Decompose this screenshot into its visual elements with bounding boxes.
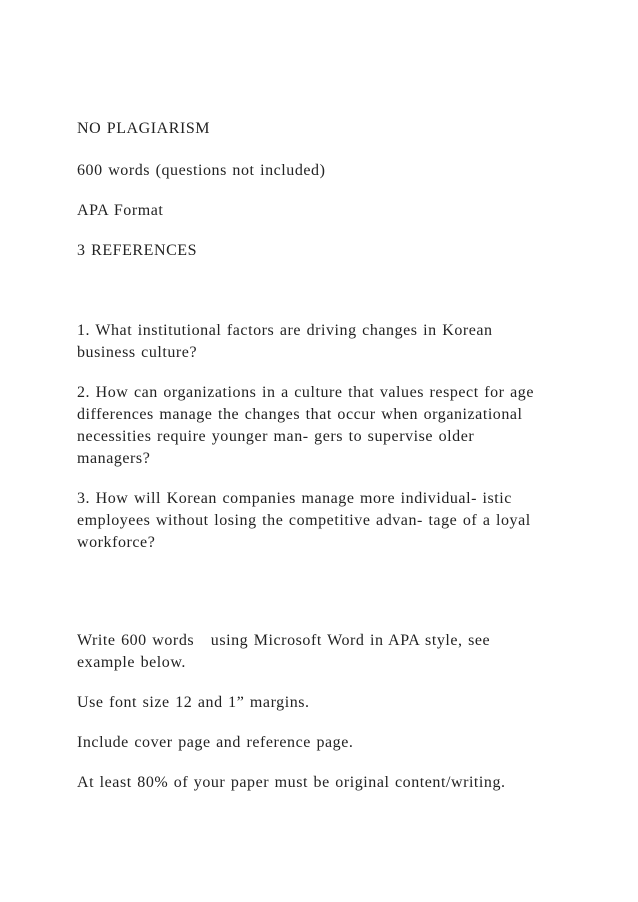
question-2-line-2: differences manage the changes that occur when organizational	[77, 406, 523, 423]
question-3-line-1: 3. How will Korean companies manage more individual- istic	[77, 490, 512, 507]
instruction-line-1: Write 600 words using Microsoft Word in APA style, see	[77, 632, 491, 649]
question-1-line-2: business culture?	[77, 344, 198, 361]
instruction-cover-reference: Include cover page and reference page.	[77, 734, 354, 751]
question-2-line-1: 2. How can organizations in a culture that values respect for age	[77, 384, 534, 401]
instruction-font-margins: Use font size 12 and 1” margins.	[77, 694, 310, 711]
requirement-no-plagiarism: NO PLAGIARISM	[77, 120, 211, 137]
requirement-word-count: 600 words (questions not included)	[77, 162, 326, 179]
question-3-line-2: employees without losing the competitive advan- tage of a loyal	[77, 512, 531, 529]
question-1-line-1: 1. What institutional factors are driving changes in Korean	[77, 322, 493, 339]
requirement-format: APA Format	[77, 202, 164, 219]
instruction-originality: At least 80% of your paper must be original content/writing.	[77, 774, 506, 791]
requirement-references: 3 REFERENCES	[77, 242, 198, 259]
instruction-line-2: example below.	[77, 654, 186, 671]
question-3-line-3: workforce?	[77, 534, 156, 551]
question-2-line-3: necessities require younger man- gers to supervise older	[77, 428, 475, 445]
question-2-line-4: managers?	[77, 450, 151, 467]
